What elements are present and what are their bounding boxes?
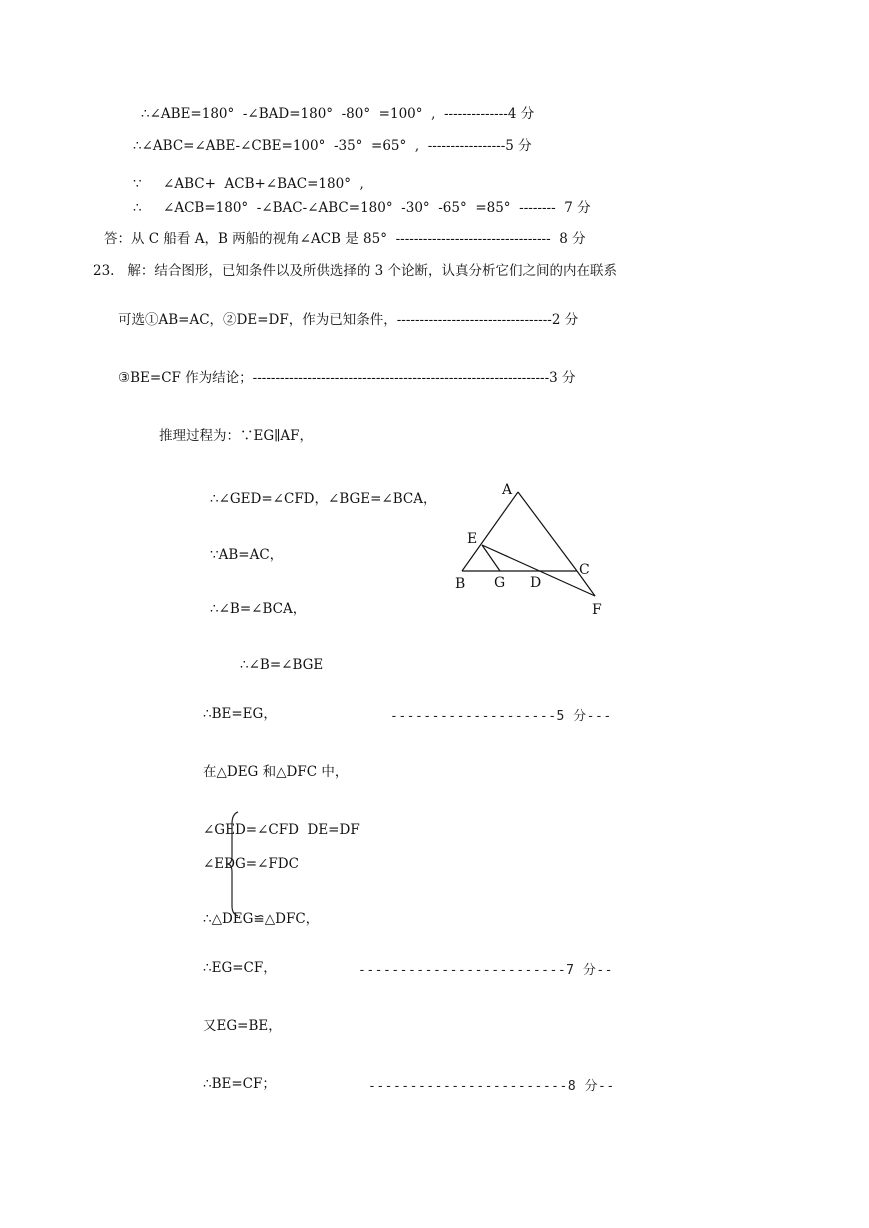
step-be-eg: ∴BE=EG， [203, 706, 277, 722]
step-b-bca: ∴∠B=∠BCA， [210, 601, 307, 617]
score-8: ------------------------8 分-- [368, 1079, 615, 1094]
step-triangles: 在△DEG 和△DFC 中， [203, 764, 349, 780]
label-b: B [455, 576, 466, 592]
proof-line-abc: ∴∠ABC=∠ABE-∠CBE=100° -35° =65° , -----------------5 分 [133, 138, 532, 154]
proof-line-angle-sum: ∵ ∠ABC+ ACB+∠BAC=180° , [133, 176, 364, 192]
score-7: -------------------------7 分-- [358, 963, 613, 978]
step-congruent: ∴△DEG≌△DFC， [203, 911, 320, 927]
step-b-bge: ∴∠B=∠BGE [240, 657, 324, 673]
step-angles-equal: ∴∠GED=∠CFD，∠BGE=∠BCA， [210, 491, 437, 507]
label-f: F [592, 602, 602, 618]
step-ab-ac: ∵AB=AC， [210, 547, 284, 563]
choose-conditions: 可选①AB=AC，②DE=DF，作为已知条件，----------------------------------2 分 [118, 312, 579, 328]
label-g: G [494, 575, 506, 591]
step-be-cf: ∴BE=CF； [203, 1076, 276, 1092]
step-eg-be: 又EG=BE， [203, 1018, 282, 1034]
segment-ac [518, 492, 577, 571]
label-d: D [530, 575, 542, 591]
proof-line-abe: ∴∠ABE=180° -∠BAD=180° -80° =100° , --------------4 分 [141, 106, 535, 122]
score-5: --------------------5 分--- [390, 709, 612, 724]
proof-line-acb: ∴ ∠ACB=180° -∠BAC-∠ABC=180° -30° -65° =85° -------- 7 分 [133, 200, 591, 216]
condition-line-1: ∠GED=∠CFD DE=DF [203, 822, 360, 838]
label-e: E [467, 531, 478, 547]
conclusion-line: ③BE=CF 作为结论；-----------------------------------------------------------------3 分 [118, 370, 576, 386]
label-a: A [502, 482, 513, 498]
answer-line: 答：从 C 船看 A，B 两船的视角∠ACB 是 85° ---------------------------------- 8 分 [104, 231, 586, 247]
reasoning-intro: 推理过程为：∵EG∥AF， [159, 428, 313, 444]
condition-line-2: ∠EDG=∠FDC [203, 856, 299, 872]
problem-23-intro: 23. 解：结合图形，已知条件以及所供选择的 3 个论断，认真分析它们之间的内在联系 [93, 263, 618, 279]
step-eg-cf: ∴EG=CF， [203, 960, 277, 976]
label-c: C [579, 562, 590, 578]
triangle-figure [440, 470, 620, 630]
